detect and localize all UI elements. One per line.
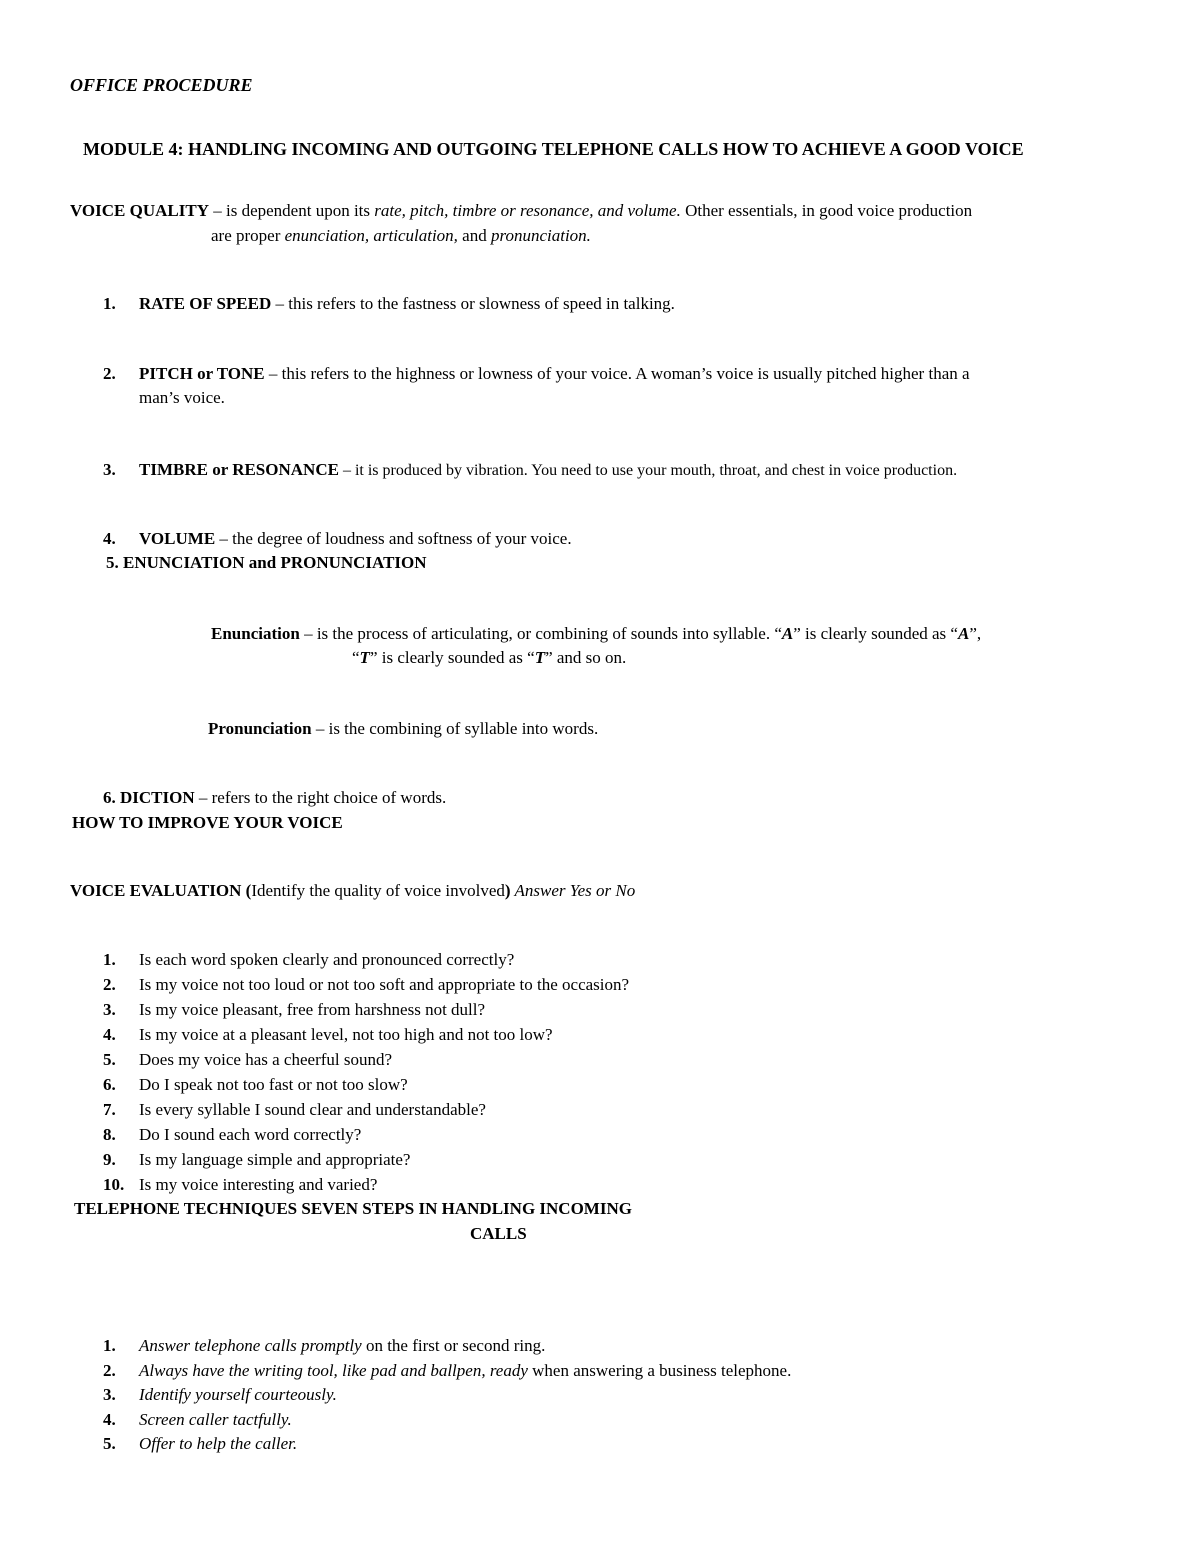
list-item: 3. Is my voice pleasant, free from harshness not dull? — [103, 1000, 486, 1019]
module-title: MODULE 4: HANDLING INCOMING AND OUTGOING TELEPHONE CALLS HOW TO ACHIEVE A GOOD VOICE — [83, 139, 1024, 159]
list-item: 5. Does my voice has a cheerful sound? — [103, 1050, 393, 1069]
pronunciation-paragraph: Pronunciation – is the combining of syllable into words. — [208, 719, 599, 738]
improve-voice-heading: HOW TO IMPROVE YOUR VOICE — [72, 813, 343, 832]
list-item: 6. Do I speak not too fast or not too slow? — [103, 1075, 408, 1094]
list-item: 10. Is my voice interesting and varied? — [103, 1175, 378, 1194]
voice-quality-line2: are proper enunciation, articulation, and pronunciation. — [211, 226, 591, 245]
list-item: 9. Is my language simple and appropriate? — [103, 1150, 411, 1169]
techniques-heading-continuation: CALLS — [470, 1224, 527, 1243]
list-item: 1. Answer telephone calls promptly on the first or second ring. — [103, 1336, 546, 1355]
question-list — [103, 948, 629, 1198]
list-item: 4. Is my voice at a pleasant level, not too high and not too low? — [103, 1025, 553, 1044]
enunciation-paragraph: Enunciation – is the process of articulating, or combining of sounds into syllable. “A” is clearly sounded as “A”, — [211, 624, 982, 643]
steps-list — [103, 1334, 791, 1457]
diction-paragraph: 6. DICTION – refers to the right choice of words. — [103, 788, 447, 807]
enunciation-line2: “T” is clearly sounded as “T” and so on. — [352, 648, 627, 667]
list-item: 1. RATE OF SPEED – this refers to the fastness or slowness of speed in talking. — [103, 294, 675, 313]
voice-quality-term: VOICE QUALITY — [70, 201, 209, 220]
list-item: 3. Identify yourself courteously. — [103, 1385, 337, 1404]
list-item: 2. Always have the writing tool, like pad and ballpen, ready when answering a business telephone. — [103, 1360, 792, 1380]
item-5-heading: 5. ENUNCIATION and PRONUNCIATION — [106, 553, 427, 572]
voice-evaluation-paragraph: VOICE EVALUATION (Identify the quality of voice involved) Answer Yes or No — [70, 881, 636, 900]
techniques-heading: TELEPHONE TECHNIQUES SEVEN STEPS IN HANDLING INCOMING — [74, 1199, 632, 1218]
list-item: 4. VOLUME – the degree of loudness and softness of your voice. — [103, 529, 572, 548]
list-item: 7. Is every syllable I sound clear and understandable? — [103, 1100, 486, 1119]
list-item: 8. Do I sound each word correctly? — [103, 1125, 362, 1144]
list-item: 1. Is each word spoken clearly and pronounced correctly? — [103, 950, 515, 969]
list-item: 2. PITCH or TONE – this refers to the highness or lowness of your voice. A woman’s voice is usually pitched higher than a — [103, 364, 970, 383]
list-item-continuation: man’s voice. — [139, 388, 225, 407]
voice-quality-paragraph: VOICE QUALITY – is dependent upon its rate, pitch, timbre or resonance, and volume. Other essentials, in good voice production — [70, 201, 973, 220]
list-item: 3. TIMBRE or RESONANCE – it is produced by vibration. You need to use your mouth, throat, and chest in voice production. — [103, 460, 958, 479]
list-item: 5. Offer to help the caller. — [103, 1434, 298, 1453]
list-item: 4. Screen caller tactfully. — [103, 1409, 292, 1429]
list-item: 2. Is my voice not too loud or not too soft and appropriate to the occasion? — [103, 975, 630, 994]
document-header: OFFICE PROCEDURE — [70, 75, 253, 95]
